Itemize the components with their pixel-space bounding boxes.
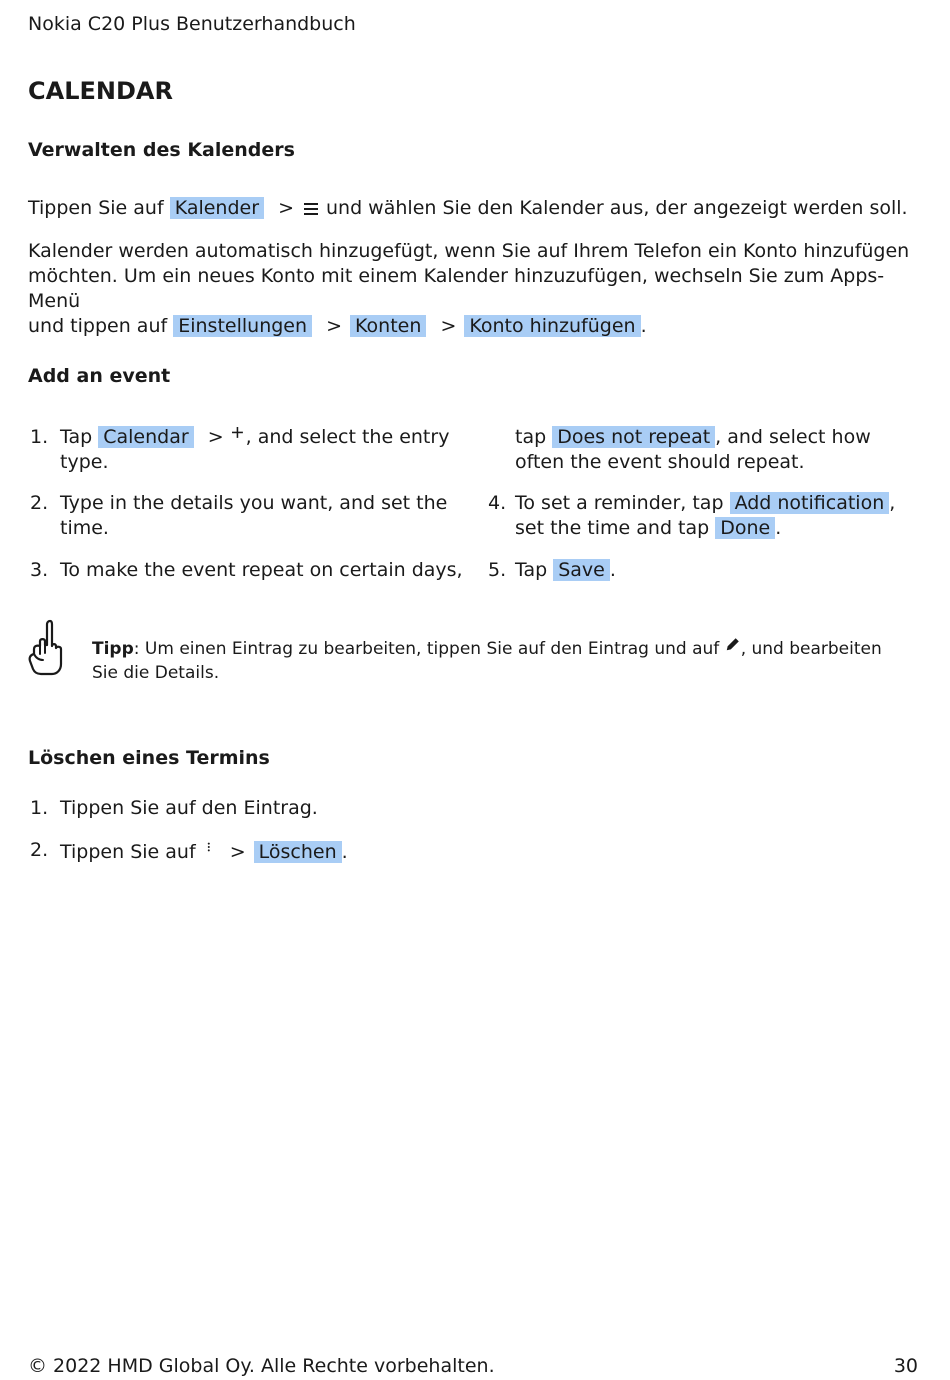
ui-label-konto-hinzufuegen: Konto hinzufügen — [464, 315, 640, 337]
paragraph-accounts — [28, 239, 923, 339]
separator: > — [440, 315, 457, 337]
text-line — [28, 314, 923, 339]
text-line — [515, 516, 925, 541]
text: , — [889, 492, 896, 514]
footer-copyright: © 2022 HMD Global Oy. Alle Rechte vorbehalten. — [28, 1355, 495, 1377]
list-text — [515, 558, 925, 583]
list-text — [60, 425, 470, 475]
separator: > — [278, 197, 294, 219]
tip-label: Tipp — [92, 639, 134, 659]
plus-icon — [232, 427, 246, 441]
text: , and select the entry — [245, 426, 450, 448]
document-header: Nokia C20 Plus Benutzerhandbuch — [28, 13, 356, 35]
text-line: möchten. Um ein neues Konto mit einem Kalender hinzuzufügen, wechseln Sie zum Apps-Menü — [28, 265, 885, 312]
text: . — [341, 841, 348, 863]
ui-label-does-not-repeat: Does not repeat — [552, 426, 715, 448]
text-line: Kalender werden automatisch hinzugefügt, wenn Sie auf Ihrem Telefon ein Konto hinzufügen — [28, 240, 910, 262]
text-line: Type in the details you want, and set the — [60, 492, 448, 514]
list-text — [515, 491, 925, 541]
list-number: 4. — [488, 492, 507, 514]
list-text: To make the event repeat on certain days, — [60, 559, 463, 581]
text: und wählen Sie den Kalender aus, der angezeigt werden soll. — [326, 197, 908, 219]
text: , and select how — [715, 426, 871, 448]
more-vert-icon — [206, 838, 216, 856]
delete-steps — [30, 796, 630, 876]
list-text — [60, 491, 470, 541]
list-number: 5. — [488, 559, 507, 581]
list-number: 2. — [30, 492, 49, 514]
section-heading-manage: Verwalten des Kalenders — [28, 139, 295, 161]
list-text — [60, 838, 620, 865]
list-number: 1. — [30, 426, 49, 448]
menu-icon — [302, 200, 320, 218]
text: und tippen auf — [28, 315, 168, 337]
ui-label-add-notification: Add notification — [730, 492, 890, 514]
text-line: time. — [60, 517, 109, 539]
text: Tippen Sie auf — [28, 197, 164, 219]
ui-label-einstellungen: Einstellungen — [173, 315, 312, 337]
page-number: 30 — [893, 1355, 918, 1377]
text: set the time and tap — [515, 517, 710, 539]
text: tap — [515, 426, 547, 448]
ui-label-konten: Konten — [350, 315, 426, 337]
list-number: 1. — [30, 797, 49, 819]
text: . — [775, 517, 782, 539]
text: To set a reminder, tap — [515, 492, 724, 514]
list-number: 3. — [30, 559, 49, 581]
ui-label-done: Done — [715, 517, 775, 539]
separator: > — [229, 841, 246, 863]
separator: > — [207, 426, 224, 448]
steps-right-column — [488, 425, 928, 595]
ui-label-kalender: Kalender — [170, 197, 264, 219]
text: : — [133, 639, 140, 659]
text: Tap — [515, 559, 548, 581]
ui-label-loeschen: Löschen — [254, 841, 342, 863]
list-number: 2. — [30, 839, 49, 861]
text: Tippen Sie auf — [60, 841, 196, 863]
tip-text: , und bearbeiten — [740, 639, 882, 659]
tip-box — [92, 636, 892, 685]
pencil-icon — [725, 636, 741, 652]
section-heading-delete: Löschen eines Termins — [28, 747, 270, 769]
ui-label-calendar: Calendar — [98, 426, 193, 448]
text: Tap — [60, 426, 93, 448]
text: . — [609, 559, 616, 581]
text-line: often the event should repeat. — [515, 451, 805, 473]
page-title: CALENDAR — [28, 77, 173, 105]
text-line: type. — [60, 451, 109, 473]
text: . — [640, 315, 647, 337]
separator: > — [326, 315, 343, 337]
tip-line — [92, 636, 892, 661]
ui-label-save: Save — [553, 559, 610, 581]
section-heading-add-event: Add an event — [28, 365, 171, 387]
list-text: Tippen Sie auf den Eintrag. — [60, 797, 318, 819]
tip-line: Sie die Details. — [92, 663, 220, 683]
steps-left-column — [30, 425, 470, 595]
tip-text: Um einen Eintrag zu bearbeiten, tippen Sie auf den Eintrag und auf — [144, 639, 720, 659]
list-item-continued — [515, 425, 925, 475]
paragraph-choose-calendar — [28, 196, 923, 221]
hand-pointer-icon — [26, 618, 66, 676]
